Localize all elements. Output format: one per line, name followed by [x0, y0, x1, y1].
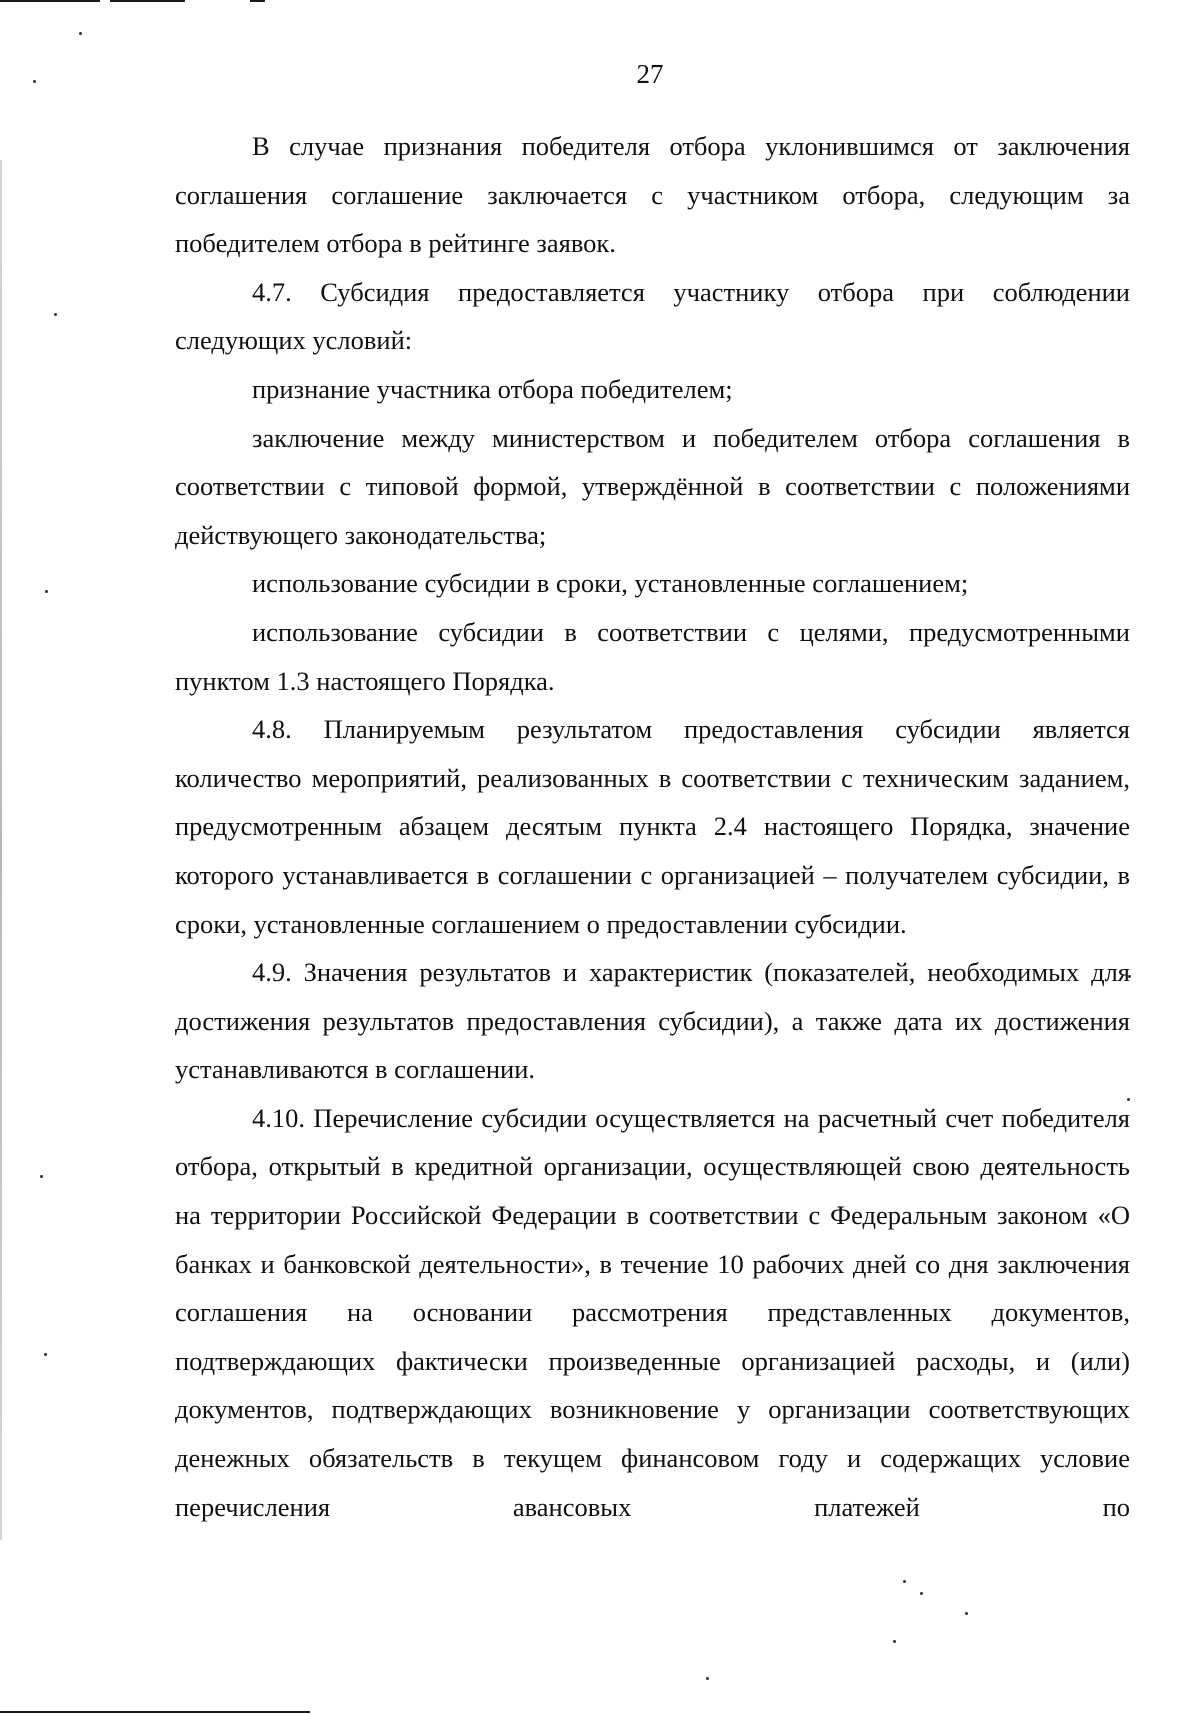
scan-artifact-dot: [965, 1612, 968, 1615]
scan-artifact-dot: [920, 1592, 923, 1595]
scan-artifact-top-line: [110, 0, 185, 2]
scan-artifact-dot: [893, 1640, 896, 1643]
condition-item: заключение между министерством и победителем отбора соглашения в соответствии с типовой формой, утверждённой в соответствии с положениями действующего законодательства;: [175, 422, 1130, 550]
scan-artifact-bottom-line: [0, 1711, 310, 1713]
scan-artifact-top-line: [0, 0, 100, 2]
scan-artifact-dot: [40, 1175, 43, 1178]
page-number: 27: [636, 59, 664, 89]
paragraph-4-9: 4.9. Значения результатов и характеристик (показателей, необходимых для достижения результатов предоставления субсидии), а также дата их достижения устанавливаются в соглашении.: [175, 957, 1130, 1085]
scan-artifact-dot: [45, 590, 48, 593]
scan-artifact-top-line: [250, 0, 265, 2]
scan-artifact-dot: [79, 32, 82, 35]
paragraph-selection-evasion: В случае признания победителя отбора уклонившимся от заключения соглашения соглашение заключается с участником отбора, следующим за победителем отбора в рейтинге заявок.: [175, 131, 1130, 259]
scan-artifact-dot: [903, 1580, 906, 1583]
scan-artifact-dot: [54, 313, 57, 316]
paragraph-4-8: 4.8. Планируемым результатом предоставления субсидии является количество мероприятий, реализованных в соответствии с техническим заданием, предусмотренным абзацем десятым пункта 2.4 настоящего Порядка, значение которого устанавливается в соглашении с организацией – получателем субсидии, в сроки, установленные соглашением о предоставлении субсидии.: [175, 714, 1130, 939]
condition-item: использование субсидии в сроки, установленные соглашением;: [252, 568, 969, 599]
scan-artifact-dot: [706, 1677, 709, 1680]
scan-artifact-left-edge: [0, 160, 2, 1540]
scan-artifact-dot: [44, 1353, 47, 1356]
document-body: [175, 122, 1130, 1531]
condition-item: признание участника отбора победителем;: [252, 373, 733, 404]
paragraph-4-7: 4.7. Субсидия предоставляется участнику отбора при соблюдении следующих условий:: [175, 276, 1130, 356]
paragraph-4-10: 4.10. Перечисление субсидии осуществляется на расчетный счет победителя отбора, открытый в кредитной организации, осуществляющей свою деятельность на территории Российской Федерации в соответствии с Федеральным законом «О банках и банковской деятельности», в течение 10 рабочих дней со дня заключения соглашения на основании рассмотрения представленных документов, подтверждающих фактически произведенные организацией расходы, и (или) документов, подтверждающих возникновение у организации соответствующих денежных обязательств в текущем финансовом году и содержащих условие перечисления авансовых платежей по: [175, 1102, 1130, 1522]
condition-item: использование субсидии в соответствии с целями, предусмотренными пунктом 1.3 настоящего Порядка.: [175, 616, 1130, 696]
